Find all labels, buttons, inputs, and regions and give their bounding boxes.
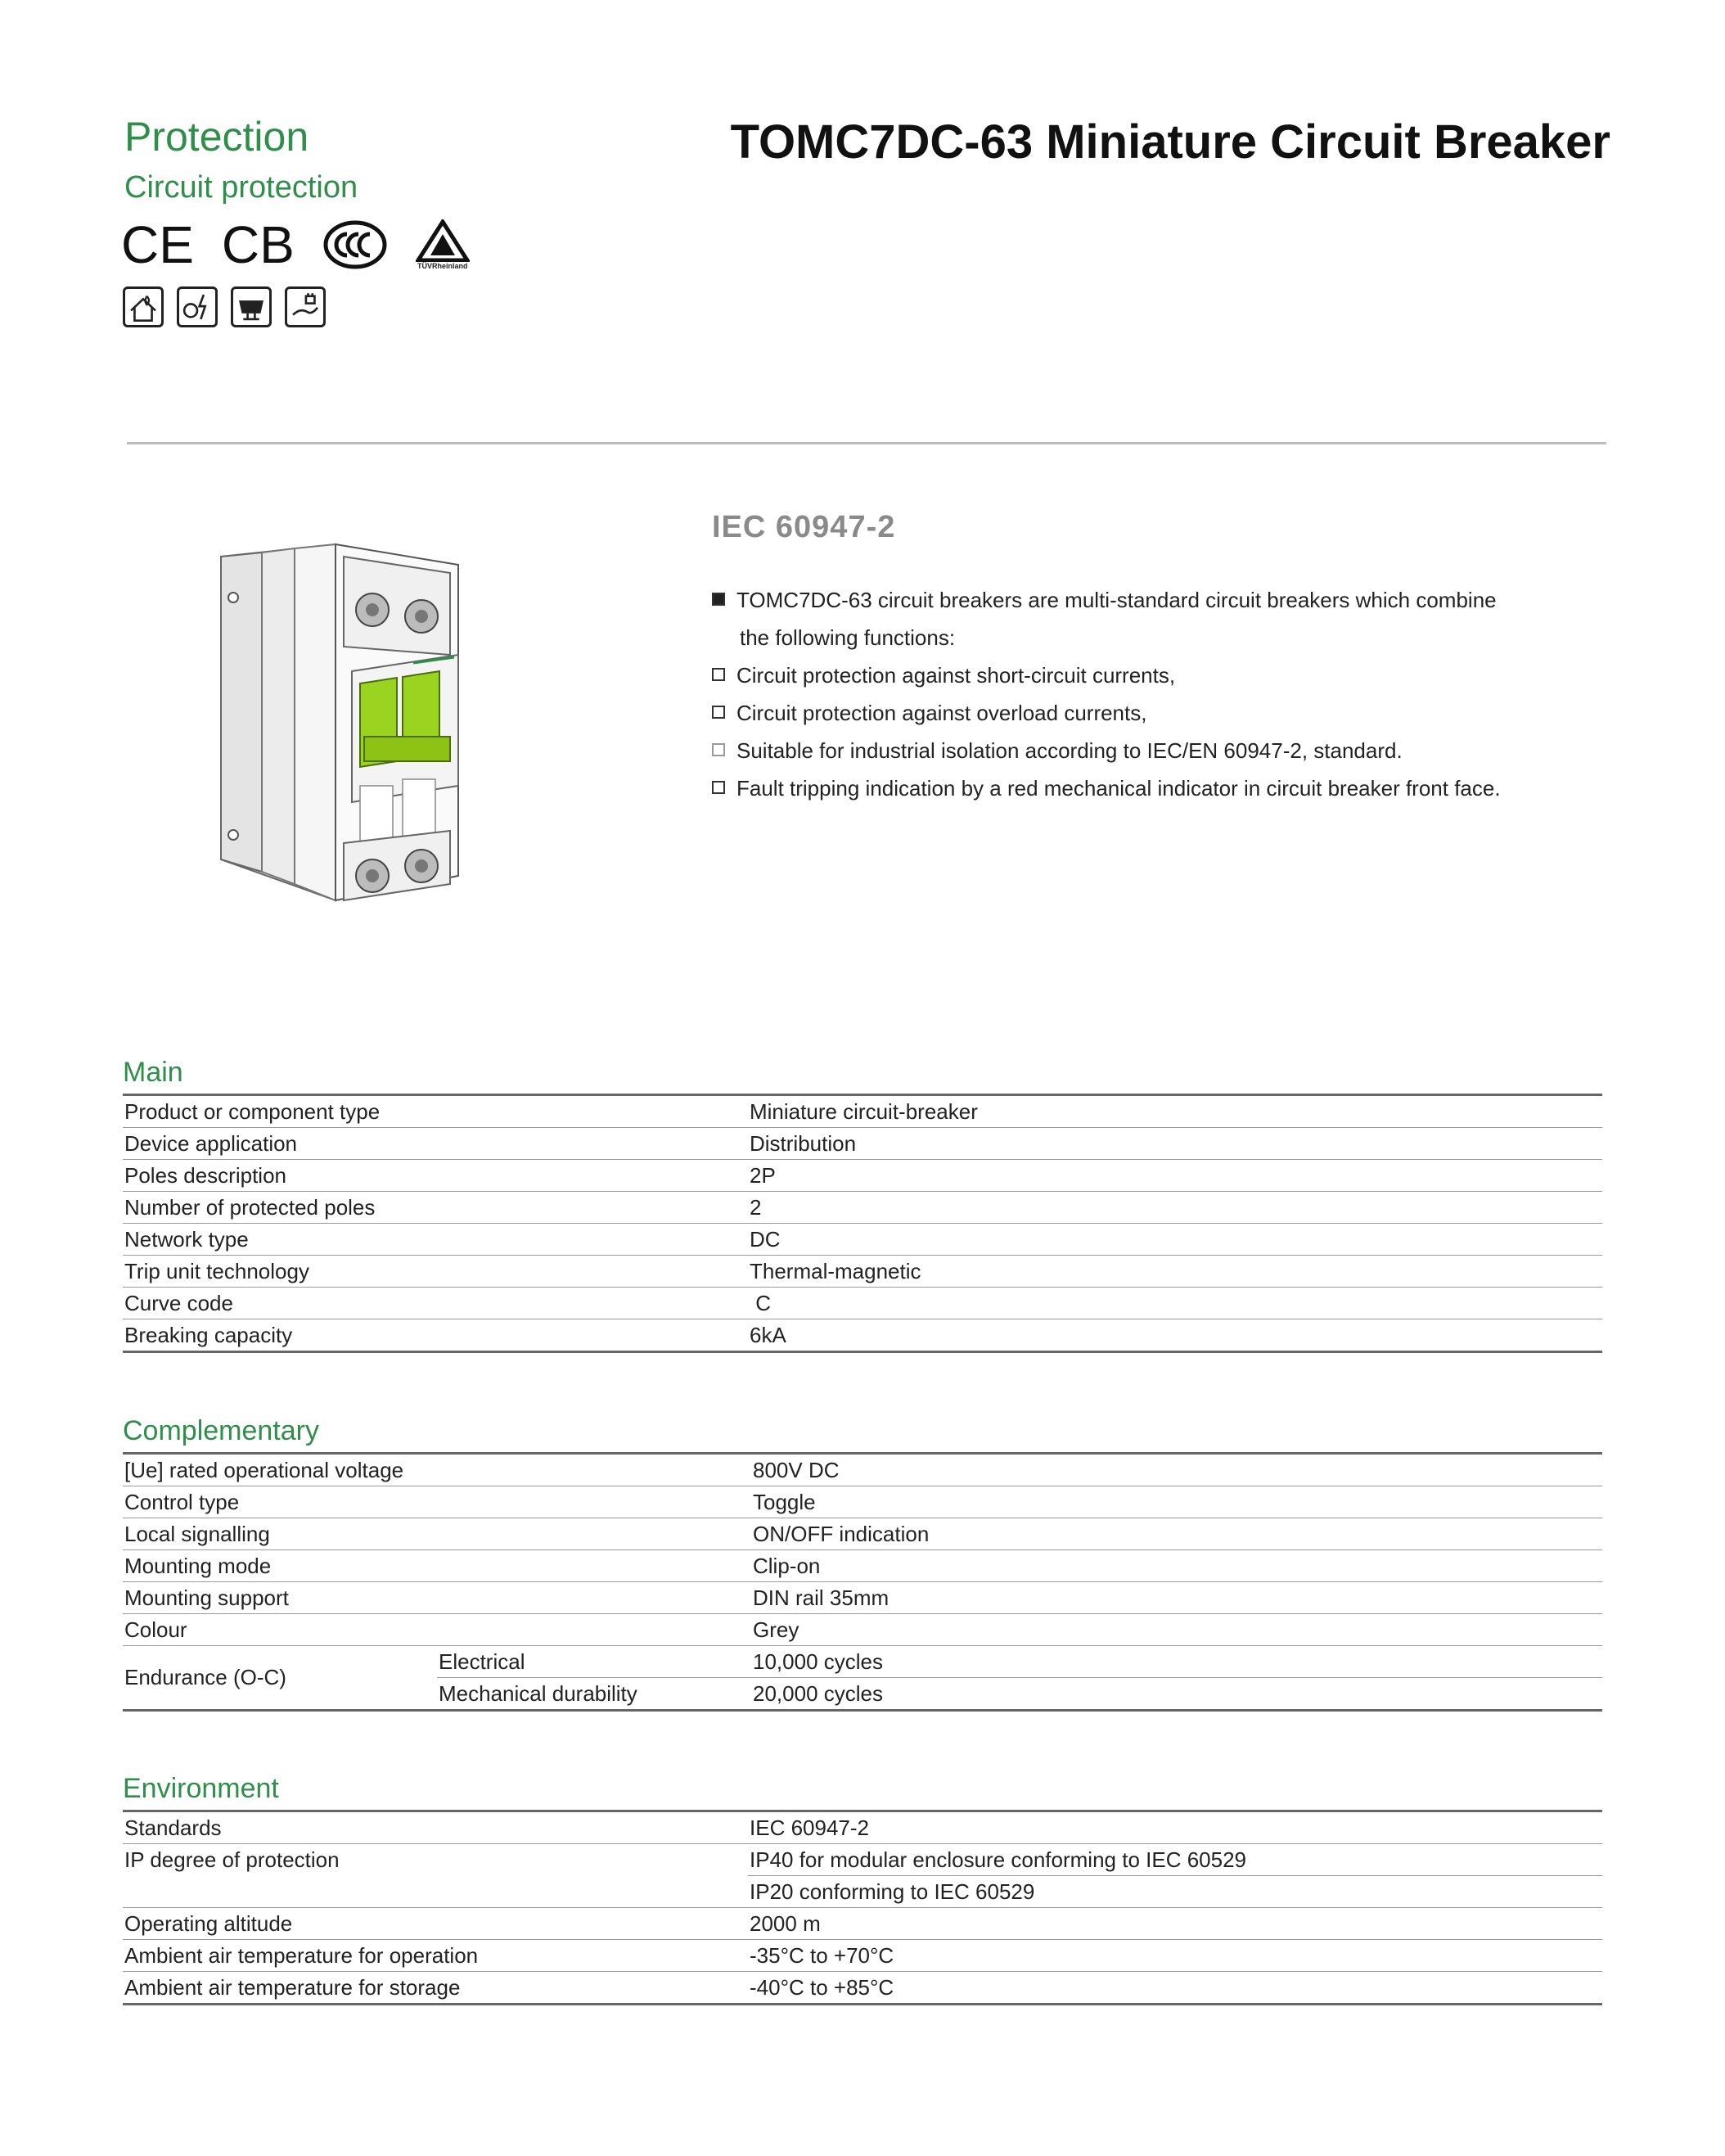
electric-shock-icon <box>177 286 218 327</box>
bullet-item <box>712 656 1563 694</box>
table-row <box>123 1811 1602 1844</box>
subcategory-title: Circuit protection <box>124 170 358 205</box>
spec-label: Curve code <box>123 1288 748 1319</box>
spec-label: Mounting support <box>123 1582 751 1614</box>
table-row <box>123 1486 1602 1518</box>
hand-plug-icon <box>285 286 326 327</box>
spec-label: IP degree of protection <box>123 1844 748 1908</box>
house-fire-icon <box>123 286 164 327</box>
endurance-label: Endurance (O-C) <box>124 1665 286 1689</box>
spec-label: Ambient air temperature for operation <box>123 1940 748 1972</box>
main-section <box>123 1056 1602 1353</box>
electrical-value: 10,000 cycles <box>751 1646 1602 1678</box>
table-row <box>123 1454 1602 1486</box>
spec-label: Control type <box>123 1486 751 1518</box>
checkbox-bullet-icon <box>712 668 725 681</box>
bullet-text: Suitable for industrial isolation according to IEC/EN 60947-2, standard. <box>736 738 1403 763</box>
bullet-item <box>712 694 1563 732</box>
table-row <box>123 1256 1602 1288</box>
checkbox-bullet-icon <box>712 781 725 794</box>
spec-value: -35°C to +70°C <box>748 1940 1602 1972</box>
spec-value: -40°C to +85°C <box>748 1972 1602 2005</box>
spec-value: Distribution <box>748 1128 1602 1160</box>
cb-mark-icon: CB <box>221 215 295 274</box>
description-list <box>712 581 1563 807</box>
standard-title: IEC 60947-2 <box>712 510 896 544</box>
product-title: TOMC7DC-63 Miniature Circuit Breaker <box>730 115 1610 169</box>
spec-label: Number of protected poles <box>123 1192 748 1224</box>
bullet-text: Fault tripping indication by a red mechanical indicator in circuit breaker front face. <box>736 776 1501 801</box>
lead-text-continued: the following functions: <box>740 625 956 650</box>
ccc-mark-icon <box>322 219 388 270</box>
bullet-item <box>712 769 1563 807</box>
bullet-item <box>712 732 1563 769</box>
spec-value: 2 <box>748 1192 1602 1224</box>
spec-value: Toggle <box>751 1486 1602 1518</box>
table-row <box>123 1095 1602 1128</box>
checkbox-bullet-icon <box>712 743 725 756</box>
spec-label: Network type <box>123 1224 748 1256</box>
main-spec-table <box>123 1094 1602 1353</box>
spec-label: Ambient air temperature for storage <box>123 1972 748 2005</box>
table-row <box>123 1128 1602 1160</box>
solar-panel-icon <box>231 286 272 327</box>
spec-value: Clip-on <box>751 1550 1602 1582</box>
spec-value: 6kA <box>748 1319 1602 1352</box>
spec-value: IEC 60947-2 <box>748 1811 1602 1844</box>
main-section-title: Main <box>123 1057 183 1088</box>
certification-marks <box>121 214 470 275</box>
table-row <box>123 1518 1602 1550</box>
table-row <box>123 1288 1602 1319</box>
table-row <box>123 1319 1602 1352</box>
circuit-breaker-image <box>213 540 507 917</box>
table-row <box>123 1940 1602 1972</box>
mechanical-value: 20,000 cycles <box>751 1678 1602 1711</box>
lead-text: TOMC7DC-63 circuit breakers are multi-standard circuit breakers which combine <box>736 588 1497 612</box>
spec-value: C <box>748 1288 1602 1319</box>
application-icons <box>123 286 326 327</box>
spec-value: Thermal-magnetic <box>748 1256 1602 1288</box>
spec-value: 2P <box>748 1160 1602 1192</box>
mechanical-label: Mechanical durability <box>437 1678 751 1711</box>
table-row <box>123 1192 1602 1224</box>
bullet-text: Circuit protection against short-circuit currents, <box>736 663 1176 688</box>
environment-section-title: Environment <box>123 1773 279 1804</box>
spec-value: IP40 for modular enclosure conforming to IEC 60529 <box>748 1844 1602 1876</box>
environment-section <box>123 1772 1602 2005</box>
table-row <box>123 1972 1602 2005</box>
checkbox-bullet-icon <box>712 706 725 719</box>
table-row <box>123 1224 1602 1256</box>
spec-label: Trip unit technology <box>123 1256 748 1288</box>
spec-value: DC <box>748 1224 1602 1256</box>
tuv-triangle-icon <box>416 219 470 262</box>
table-row <box>123 1160 1602 1192</box>
header-divider <box>127 442 1606 444</box>
table-row <box>123 1908 1602 1940</box>
spec-label: Device application <box>123 1128 748 1160</box>
spec-value: Grey <box>751 1614 1602 1646</box>
table-row <box>123 1844 1602 1876</box>
spec-label: Operating altitude <box>123 1908 748 1940</box>
filled-bullet-icon <box>712 593 725 606</box>
lead-item <box>712 581 1563 619</box>
table-row <box>123 1646 1602 1678</box>
spec-value: DIN rail 35mm <box>751 1582 1602 1614</box>
spec-label: Breaking capacity <box>123 1319 748 1352</box>
bullet-text: Circuit protection against overload currents, <box>736 701 1147 725</box>
spec-label: Colour <box>123 1614 751 1646</box>
spec-value: Miniature circuit-breaker <box>748 1095 1602 1128</box>
spec-value: IP20 conforming to IEC 60529 <box>748 1876 1602 1908</box>
spec-label: Local signalling <box>123 1518 751 1550</box>
complementary-section-title: Complementary <box>123 1415 319 1446</box>
spec-label: Mounting mode <box>123 1550 751 1582</box>
category-title: Protection <box>124 114 309 160</box>
electrical-label: Electrical <box>437 1646 751 1678</box>
spec-value: 2000 m <box>748 1908 1602 1940</box>
spec-label: Standards <box>123 1811 748 1844</box>
tuv-caption: TÜVRheinland <box>417 262 468 270</box>
table-row <box>123 1582 1602 1614</box>
spec-label: Product or component type <box>123 1095 748 1128</box>
table-row <box>123 1550 1602 1582</box>
complementary-spec-table <box>123 1452 1602 1712</box>
spec-value: 800V DC <box>751 1454 1602 1486</box>
table-row <box>123 1614 1602 1646</box>
spec-value: ON/OFF indication <box>751 1518 1602 1550</box>
tuv-mark <box>416 219 470 270</box>
ce-mark-icon: CE <box>121 215 194 274</box>
environment-spec-table <box>123 1810 1602 2005</box>
spec-label: [Ue] rated operational voltage <box>123 1454 751 1486</box>
spec-label: Poles description <box>123 1160 748 1192</box>
complementary-section <box>123 1414 1602 1712</box>
